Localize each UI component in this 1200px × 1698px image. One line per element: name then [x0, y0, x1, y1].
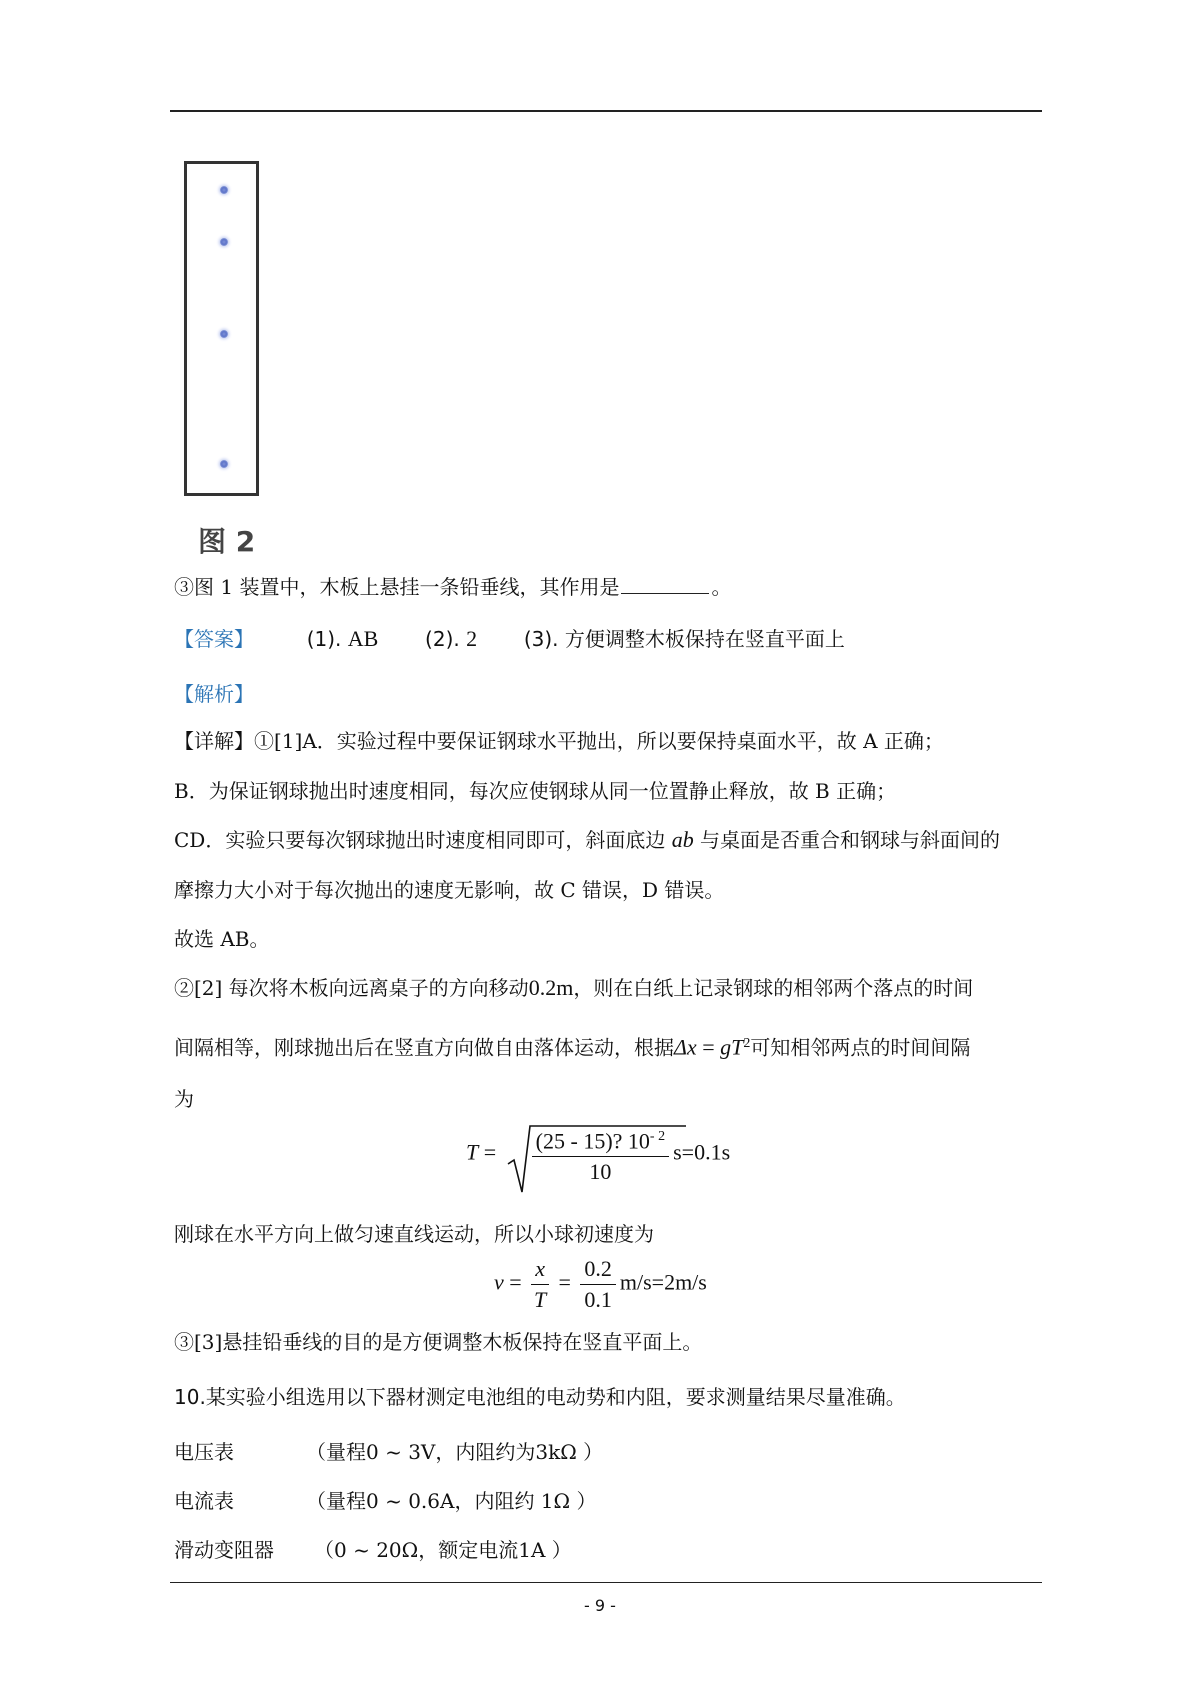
eq1-rhs: s=0.1s — [673, 1139, 731, 1165]
detail-line-9: 刚球在水平方向上做匀速直线运动，所以小球初速度为 — [174, 1222, 654, 1246]
answer-1-value: AB — [347, 626, 379, 651]
equipment-name: 滑动变阻器 — [174, 1538, 274, 1562]
question-10-number: 10. — [174, 1385, 206, 1409]
figure-2-board — [184, 161, 259, 496]
eq2-rhs: m/s=2m/s — [619, 1269, 707, 1295]
detail-line-3-prefix: CD．实验只要每次钢球抛出时速度相同即可，斜面底边 — [174, 828, 672, 852]
eq1-lhs: T — [466, 1139, 479, 1165]
detail-line-7-prefix: 间隔相等，刚球抛出后在竖直方向做自由落体运动，根据 — [174, 1035, 674, 1060]
header-rule — [170, 110, 1042, 112]
landing-point-3 — [220, 330, 228, 338]
formula-exponent: 2 — [743, 1036, 751, 1051]
detail-line-7 — [174, 1030, 970, 1062]
landing-point-2 — [220, 238, 228, 246]
answer-line — [174, 625, 845, 653]
detail-line-6 — [174, 974, 973, 1002]
figure-caption: 图 2 — [198, 525, 256, 558]
page-number: - 9 - — [584, 1596, 616, 1615]
answer-tag: 【答案】 — [174, 627, 254, 651]
distance-value: 0.2m — [528, 975, 574, 1000]
detail-line-3-suffix: 与桌面是否重合和钢球与斜面间的 — [693, 828, 1001, 852]
formula-eq: = — [696, 1034, 721, 1060]
footer-rule — [170, 1582, 1042, 1583]
q3-prefix: ③图 1 装置中，木板上悬挂一条铅垂线，其作用是 — [174, 575, 620, 599]
detail-line-6-prefix: ②[2] 每次将木板向远离桌子的方向移动 — [174, 976, 529, 1000]
detail-line-2: B．为保证钢球抛出时速度相同，每次应使钢球从同一位置静止释放，故 B 正确； — [174, 779, 897, 803]
equipment-ammeter — [174, 1487, 596, 1515]
segment-ab: ab — [671, 827, 694, 852]
equation-period — [466, 1124, 730, 1185]
equation-velocity — [494, 1256, 707, 1313]
eq1-equals: = — [478, 1139, 502, 1165]
answer-3-label: (3). — [523, 627, 559, 651]
detail-line-8: 为 — [174, 1087, 194, 1111]
eq1-exponent: - 2 — [649, 1129, 666, 1144]
landing-point-1 — [220, 186, 228, 194]
q3-suffix: 。 — [711, 575, 732, 599]
detail-line-10: ③[3]悬挂铅垂线的目的是方便调整木板保持在竖直平面上。 — [174, 1330, 703, 1354]
eq1-denominator: 10 — [589, 1159, 612, 1185]
eq2-equals-1: = — [503, 1269, 528, 1295]
equipment-rheostat — [174, 1536, 572, 1564]
detail-line-4: 摩擦力大小对于每次抛出的速度无影响，故 C 错误，D 错误。 — [174, 878, 725, 902]
answer-blank — [621, 575, 709, 594]
eq2-f2-num: 0.2 — [580, 1256, 616, 1285]
eq2-fraction-2 — [580, 1256, 616, 1313]
equipment-spec: （量程0 ~ 3V，内阻约为3kΩ ） — [306, 1440, 604, 1464]
eq1-sqrt — [506, 1124, 673, 1185]
question-10 — [174, 1383, 906, 1411]
answer-2-value: 2 — [466, 626, 478, 651]
detail-line-3 — [174, 826, 1000, 854]
eq2-lhs: v — [494, 1269, 504, 1295]
eq1-numerator-text: (25 - 15)? 10 — [535, 1128, 650, 1154]
eq2-f1-den: T — [533, 1287, 547, 1312]
equipment-name: 电压表 — [174, 1440, 234, 1464]
question-10-text: 某实验小组选用以下器材测定电池组的电动势和内阻，要求测量结果尽量准确。 — [205, 1385, 906, 1409]
equipment-voltmeter — [174, 1438, 603, 1466]
equipment-spec: （0 ~ 20Ω，额定电流1A ） — [314, 1538, 572, 1562]
radical-sign-icon — [506, 1118, 686, 1196]
answer-1-label: (1). — [306, 627, 342, 651]
landing-point-4 — [220, 460, 228, 468]
eq2-f2-den: 0.1 — [584, 1287, 612, 1312]
eq2-fraction-1 — [531, 1256, 549, 1313]
detail-line-5: 故选 AB。 — [174, 927, 270, 951]
equipment-spec: （量程0 ~ 0.6A，内阻约 1Ω ） — [306, 1489, 597, 1513]
formula-gt: gT — [720, 1034, 744, 1060]
formula-dx: Δx — [674, 1034, 697, 1060]
question-3-line — [174, 573, 731, 601]
detail-line-7-suffix: 可知相邻两点的时间间隔 — [750, 1035, 971, 1060]
detail-line-1: 【详解】①[1]A．实验过程中要保证钢球水平抛出，所以要保持桌面水平，故 A 正确； — [174, 729, 944, 753]
detail-line-6-suffix: ，则在白纸上记录钢球的相邻两个落点的时间 — [573, 976, 974, 1000]
answer-2-label: (2). — [425, 627, 460, 651]
analysis-tag: 【解析】 — [174, 682, 254, 706]
answer-3-value: 方便调整木板保持在竖直平面上 — [564, 627, 845, 651]
eq2-f1-num: x — [531, 1256, 549, 1285]
eq2-equals-2: = — [552, 1269, 577, 1295]
equipment-name: 电流表 — [174, 1489, 234, 1513]
